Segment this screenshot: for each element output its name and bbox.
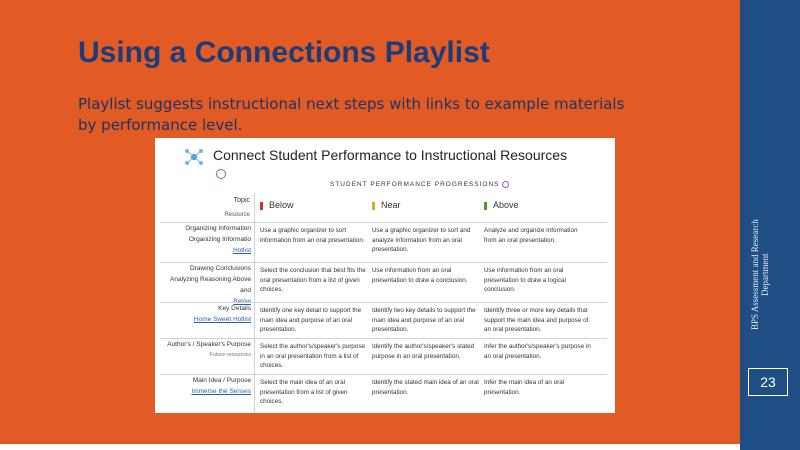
- near-swatch: [372, 202, 375, 210]
- topic-header: Topic: [233, 197, 250, 204]
- near-cell: Use information from an oral presentation to draw a conclusion.: [372, 267, 468, 284]
- progressions-label: [330, 181, 509, 188]
- level-near-header: [372, 200, 401, 210]
- level-near-label: Near: [381, 200, 401, 210]
- resource-link[interactable]: Below: [233, 298, 251, 305]
- near-cell: Identify two key details to support the main idea and purpose of an oral presentation.: [372, 307, 476, 333]
- resource-note: Future resources: [209, 352, 251, 358]
- row-topic: [160, 375, 251, 397]
- topic-name: Key Details: [218, 305, 251, 312]
- level-above-header: [484, 200, 519, 210]
- above-cell: Infer the author's/speaker's purpose in an oral presentation.: [484, 343, 591, 360]
- near-cell: Use a graphic organizer to sort and analyze information from an oral presentation.: [372, 227, 471, 253]
- row-topic: [160, 303, 251, 325]
- topic-name: Organizing Information: [185, 225, 251, 232]
- table-row: [160, 302, 607, 339]
- topic-name: Main Idea / Purpose: [192, 377, 251, 384]
- playlist-screenshot: [155, 138, 615, 413]
- below-cell: Select the author's/speaker's purpose in an oral presentation from a list of choices.: [260, 343, 365, 369]
- slide-subtitle: Playlist suggests instructional next steps with links to example materials by performance level.: [78, 95, 625, 134]
- table-row: [160, 338, 607, 375]
- level-above-label: Above: [493, 200, 519, 210]
- screenshot-title-text: Connect Student Performance to Instructional Resources: [213, 147, 568, 163]
- below-cell: Select the main idea of an oral presentation from a list of given choices.: [260, 379, 348, 405]
- topic-name: Author's / Speaker's Purpose: [167, 341, 251, 348]
- progressions-label-text: STUDENT PERFORMANCE PROGRESSIONS: [330, 181, 500, 189]
- topic-column-header: [160, 193, 250, 223]
- level-below-header: [260, 200, 294, 210]
- above-cell: Infer the main idea of an oral presentation.: [484, 379, 565, 396]
- resource-name: Analyzing Reasoning Above and: [170, 276, 251, 294]
- slide-title: Using a Connections Playlist: [78, 36, 490, 69]
- above-swatch: [484, 202, 487, 210]
- below-cell: Identify one key detail to support the main idea and purpose of an oral presentation.: [260, 307, 362, 333]
- resource-link[interactable]: Immerse the Senses: [191, 388, 251, 395]
- table-row: [160, 374, 607, 413]
- row-topic: [160, 263, 251, 307]
- department-label: BPS Assessment and Research Department: [750, 219, 770, 331]
- below-cell: Select the conclusion that best fits the oral presentation from a list of given choices.: [260, 267, 366, 293]
- progressions-info-icon[interactable]: [502, 181, 509, 188]
- near-cell: Identify the stated main idea of an oral presentation.: [372, 379, 479, 396]
- below-cell: Use a graphic organizer to sort information from an oral presentation.: [260, 227, 365, 244]
- level-below-label: Below: [269, 200, 294, 210]
- bottom-strip: [0, 444, 800, 450]
- row-topic: [160, 223, 251, 256]
- resource-header: Resource: [224, 212, 250, 218]
- above-cell: Analyze and organize information from an oral presentation.: [484, 227, 578, 244]
- resource-link[interactable]: Hotlist: [232, 247, 251, 254]
- near-cell: Identify the author's/speaker's stated purpose in an oral presentation.: [372, 343, 475, 360]
- resource-name: Organizing Informatio: [188, 236, 251, 243]
- table-row: [160, 262, 607, 303]
- above-cell: Identify three or more key details that support the main idea and purpose of an oral presentation.: [484, 307, 589, 333]
- below-swatch: [260, 202, 263, 210]
- row-topic: [160, 339, 251, 361]
- above-cell: Use information from an oral presentation to draw a logical conclusion.: [484, 267, 566, 293]
- page-number: 23: [748, 368, 788, 396]
- info-icon[interactable]: [216, 169, 226, 179]
- topic-name: Drawing Conclusions: [189, 265, 251, 272]
- table-row: [160, 222, 607, 263]
- resource-link[interactable]: Home Sweet Hotlist: [193, 316, 251, 323]
- screenshot-title: [213, 146, 573, 182]
- connections-icon: [183, 146, 205, 168]
